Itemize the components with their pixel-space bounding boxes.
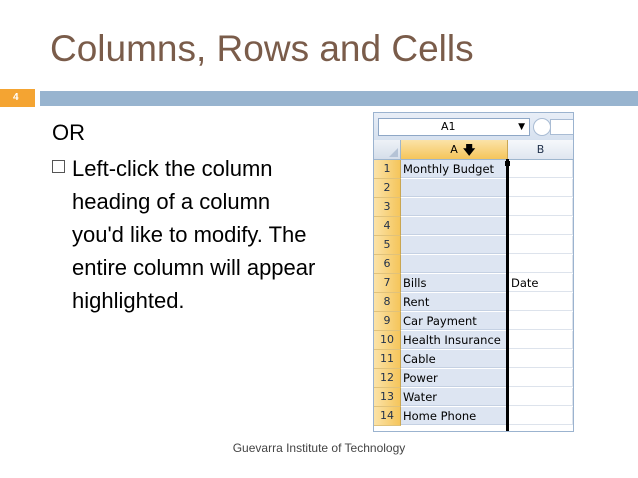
table-row <box>374 407 573 426</box>
table-row <box>374 388 573 407</box>
row-header[interactable]: 1 <box>374 160 401 179</box>
row-header[interactable]: 13 <box>374 388 401 407</box>
name-box[interactable] <box>378 118 530 136</box>
cell-b[interactable] <box>508 312 573 330</box>
cell-a[interactable]: Health Insurance <box>401 331 507 349</box>
table-row <box>374 179 573 198</box>
or-text: OR <box>52 120 85 145</box>
cell-b[interactable] <box>508 407 573 425</box>
cell-b[interactable] <box>508 331 573 349</box>
cell-b[interactable]: Date <box>508 274 573 292</box>
bullet-square-icon <box>52 160 65 173</box>
table-row <box>374 160 573 179</box>
cell-a[interactable]: Monthly Budget <box>401 160 507 178</box>
cell-b[interactable] <box>508 198 573 216</box>
cell-b[interactable] <box>508 293 573 311</box>
formula-bar <box>374 113 573 141</box>
cell-a[interactable] <box>401 255 507 273</box>
row-header[interactable]: 9 <box>374 312 401 331</box>
cell-a[interactable]: Water <box>401 388 507 406</box>
row-header[interactable]: 6 <box>374 255 401 274</box>
cell-a[interactable]: Cable <box>401 350 507 368</box>
row-header[interactable]: 8 <box>374 293 401 312</box>
cell-b[interactable] <box>508 369 573 387</box>
table-row <box>374 369 573 388</box>
spreadsheet-screenshot <box>373 112 574 432</box>
name-box-value: A1 <box>441 120 456 133</box>
cell-a[interactable] <box>401 198 507 216</box>
table-row <box>374 312 573 331</box>
column-header-a[interactable]: A <box>401 140 508 160</box>
bullet-text: Left-click the column heading of a column you'd like to modify. The entire column will appear highlighted. <box>72 156 316 313</box>
cell-a[interactable]: Rent <box>401 293 507 311</box>
cell-a[interactable]: Power <box>401 369 507 387</box>
cell-a[interactable]: Home Phone <box>401 407 507 425</box>
cell-b[interactable] <box>508 255 573 273</box>
column-header-b[interactable]: B <box>508 140 573 160</box>
row-header[interactable]: 10 <box>374 331 401 350</box>
cell-b[interactable] <box>508 217 573 235</box>
column-select-arrow-icon: 🡇 <box>463 143 476 157</box>
row-header[interactable]: 3 <box>374 198 401 217</box>
row-header[interactable]: 5 <box>374 236 401 255</box>
table-row <box>374 331 573 350</box>
selection-handle[interactable] <box>505 161 510 166</box>
formula-button-icon[interactable] <box>533 118 551 136</box>
table-row <box>374 198 573 217</box>
table-row <box>374 255 573 274</box>
cell-b[interactable] <box>508 179 573 197</box>
column-selection-border <box>506 159 509 431</box>
formula-input[interactable] <box>550 119 573 135</box>
table-row <box>374 293 573 312</box>
row-header[interactable]: 11 <box>374 350 401 369</box>
cell-b[interactable] <box>508 160 573 178</box>
row-header[interactable]: 2 <box>374 179 401 198</box>
row-header[interactable]: 12 <box>374 369 401 388</box>
table-row <box>374 274 573 293</box>
row-header[interactable]: 14 <box>374 407 401 426</box>
cell-b[interactable] <box>508 236 573 254</box>
select-all-corner[interactable] <box>374 140 401 160</box>
slide-number: 4 <box>13 92 19 103</box>
row-header[interactable]: 4 <box>374 217 401 236</box>
table-row <box>374 236 573 255</box>
cell-a[interactable] <box>401 179 507 197</box>
row-header[interactable]: 7 <box>374 274 401 293</box>
slide-title: Columns, Rows and Cells <box>50 28 474 69</box>
footer-text: Guevarra Institute of Technology <box>232 441 406 455</box>
cell-a[interactable]: Car Payment <box>401 312 507 330</box>
cell-a[interactable] <box>401 217 507 235</box>
table-row <box>374 350 573 369</box>
table-row <box>374 217 573 236</box>
corner-triangle-icon <box>389 148 398 157</box>
cell-b[interactable] <box>508 388 573 406</box>
cell-b[interactable] <box>508 350 573 368</box>
cell-a[interactable] <box>401 236 507 254</box>
cell-a[interactable]: Bills <box>401 274 507 292</box>
accent-bar <box>40 91 638 106</box>
chevron-down-icon[interactable]: ▼ <box>518 122 525 132</box>
